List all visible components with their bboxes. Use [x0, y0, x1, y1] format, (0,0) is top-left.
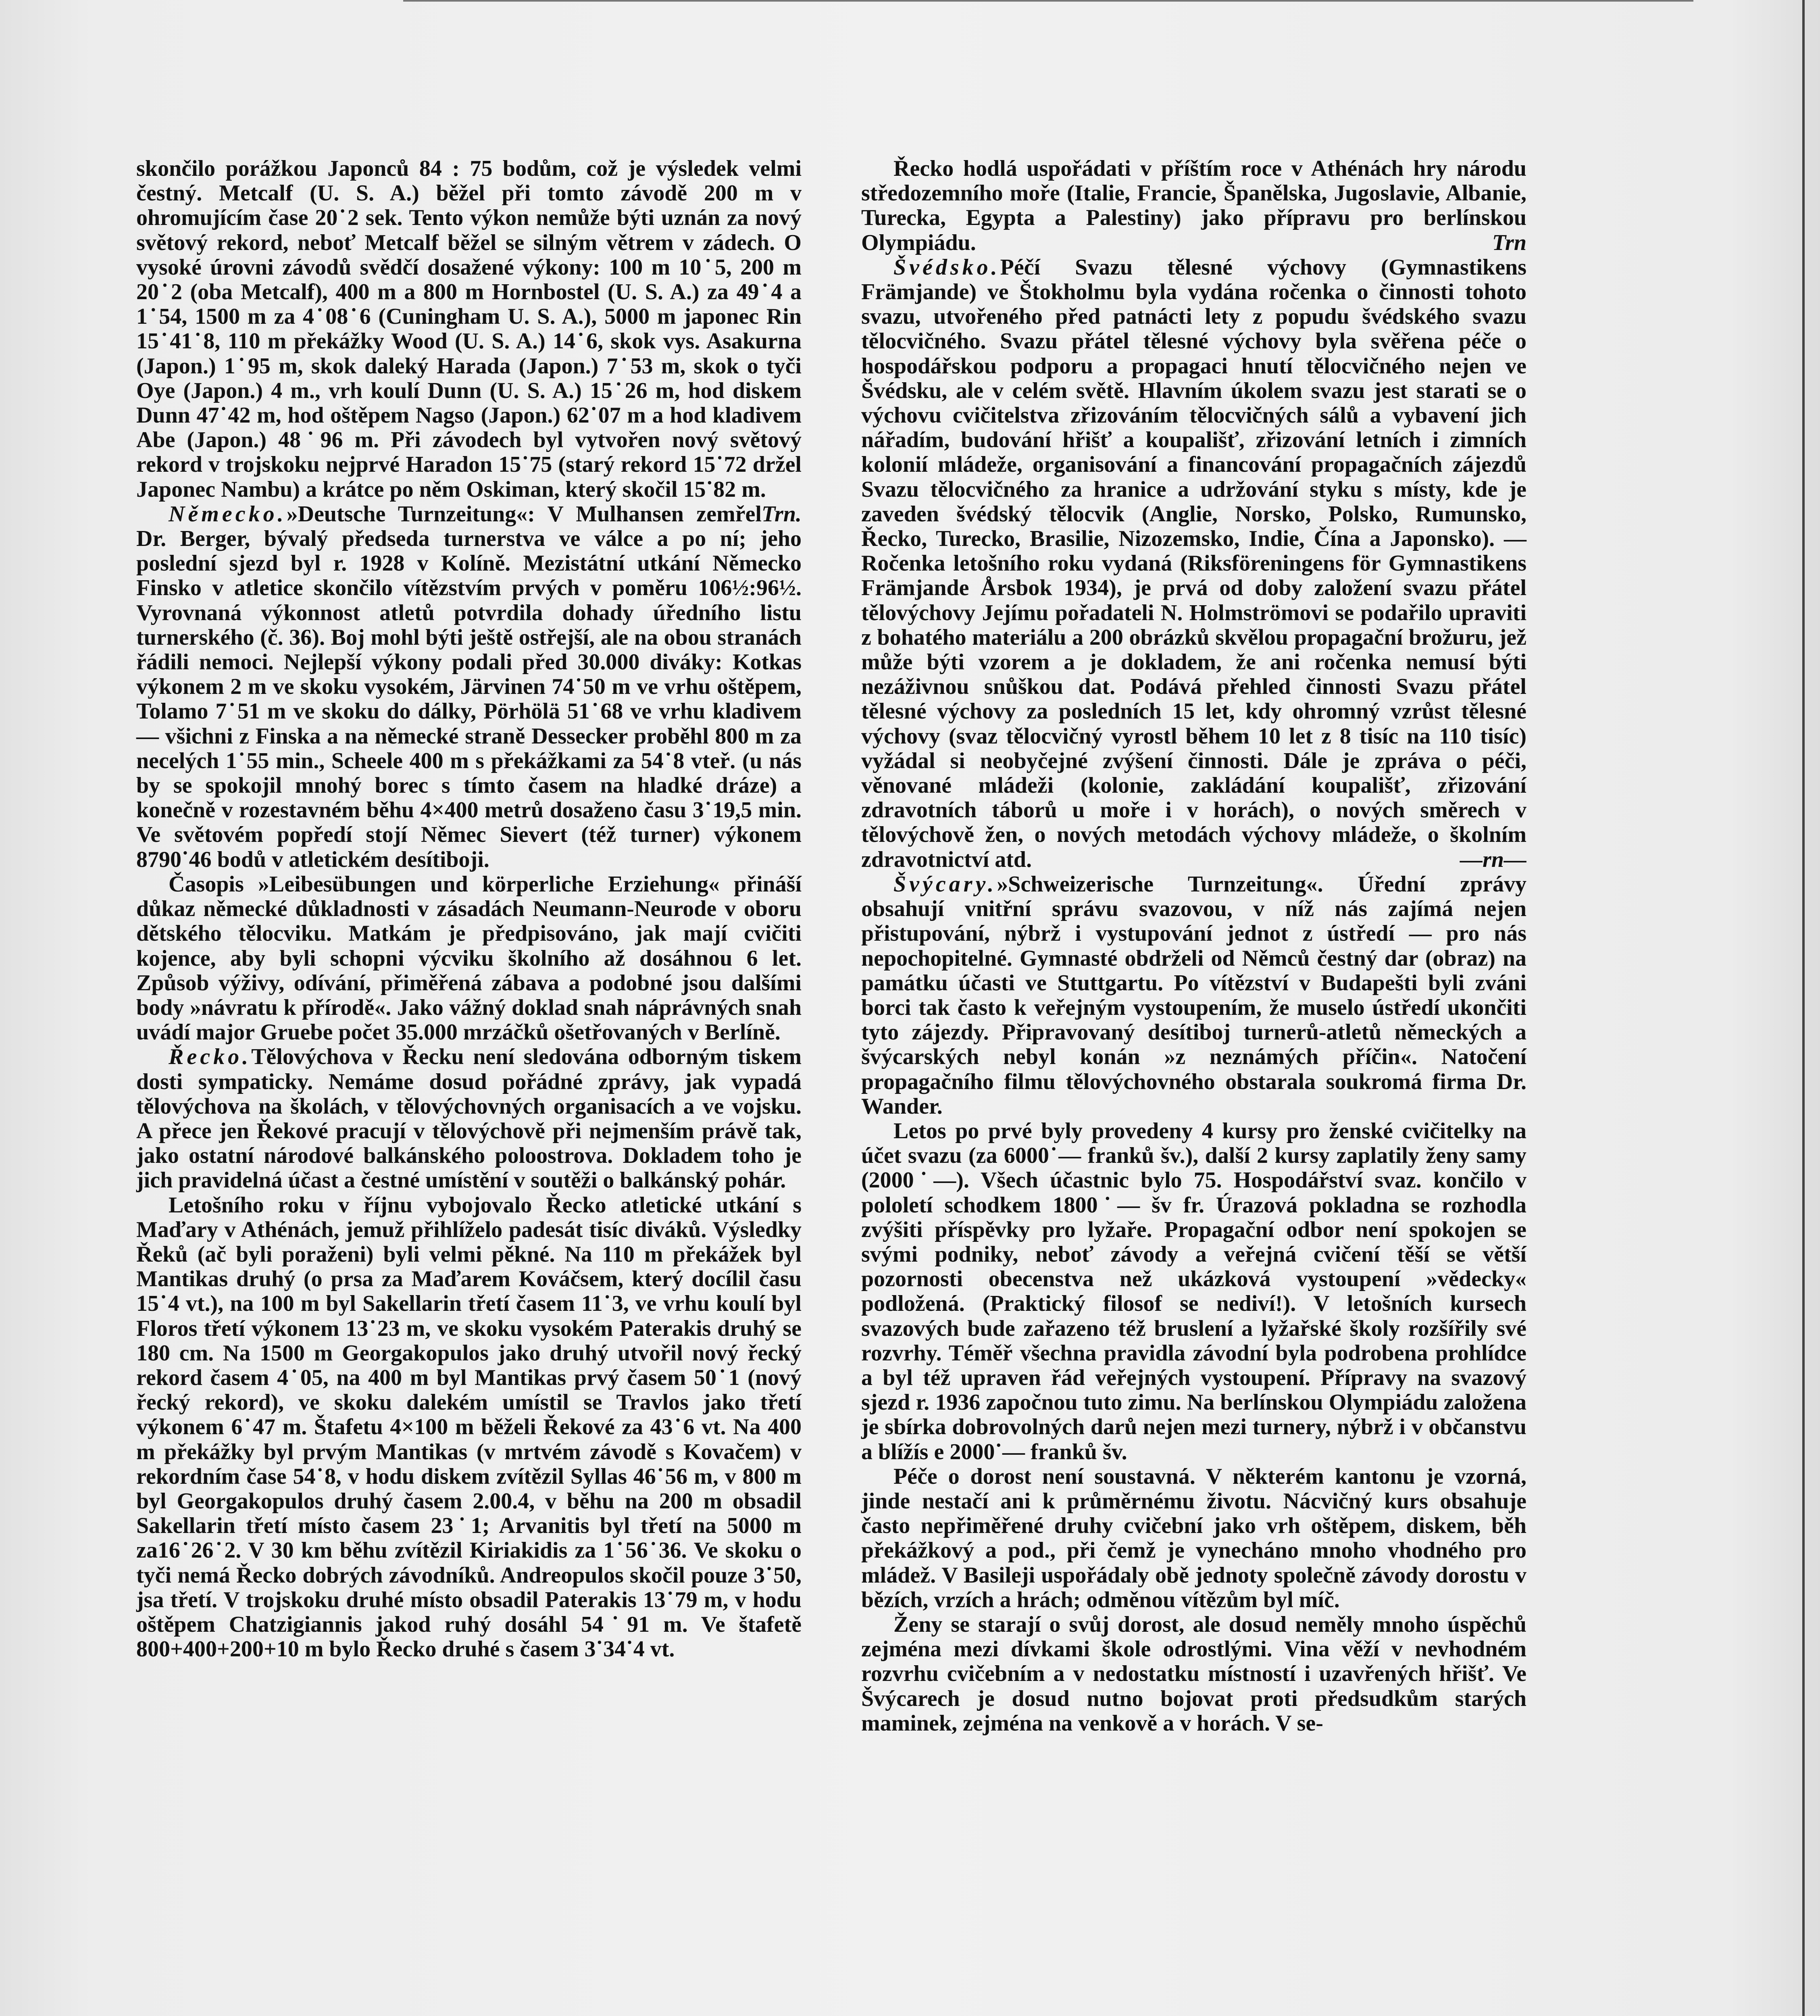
paragraph	[136, 1193, 802, 1662]
author-sign: Trn	[1492, 230, 1526, 255]
paragraph-text: skončilo porážkou Japonců 84 : 75 bodům, což je výsledek velmi čestný. Metcalf (U. S. A.) běžel při tomto závodě 200 m v ohromujícím čase 20˙2 sek. Tento výkon nemůže býti uznán za nový světový rekord, neboť Metcalf běžel se silným větrem v zádech. O vysoké úrovni závodů svědčí dosažené výkony: 100 m 10˙5, 200 m 20˙2 (oba Metcalf), 400 m a 800 m Hornbostel (U. S. A.) za 49˙4 a 1˙54, 1500 m za 4˙08˙6 (Cuningham U. S. A.), 5000 m japonec Rin 15˙41˙8, 110 m překážky Wood (U. S. A.) 14˙6, skok vys. Asakurna (Japon.) 1˙95 m, skok daleký Harada (Japon.) 7˙53 m, skok o tyči Oye (Japon.) 4 m., vrh koulí Dunn (U. S. A.) 15˙26 m, hod diskem Dunn 47˙42 m, hod oštěpem Nagso (Japon.) 62˙07 m a hod kladivem Abe (Japon.) 48˙96 m. Při závodech byl vytvořen nový světový rekord v trojskoku nejprvé Haradon 15˙75 (starý rekord 15˙72 držel Japonec Nambu) a krátce po něm Oskiman, který skočil 15˙82 m.	[136, 156, 802, 502]
paragraph	[861, 1612, 1526, 1736]
paragraph-text: »Deutsche Turnzeitung«: V Mulhansen zemřel Dr. Berger, bývalý předseda turnerstva ve válce a po ní; jeho poslední sjezd byl r. 1928 v Kolíně. Mezistátní utkání Německo Finsko v atletice skončilo vítězstvím prvých v poměru 106½:96½. Vyrovnaná výkonnost atletů potvrdila dohady úředního listu turnerského (č. 36). Boj mohl býti ještě ostřejší, ale na obou stranách řádili nemoci. Nejlepší výkony podali před 30.000 diváky: Kotkas výkonem 2 m ve skoku vysokém, Järvinen 74˙50 m ve vrhu oštěpem, Tolamo 7˙51 m ve skoku do dálky, Pörhölä 51˙68 ve vrhu kladivem — všichni z Finska a na německé straně Dessecker proběhl 800 m za necelých 1˙55 min., Scheele 400 m s překážkami za 54˙8 vteř. (u nás by se spokojil mnohý borec s tímto časem na hladké dráze) a konečně v rozestavném běhu 4×400 metrů dosaženo času 3˙19,5 min. Ve světovém popředí stojí Němec Sievert (též turner) výkonem 8790˙46 bodů v atletickém desítiboji.	[136, 501, 802, 872]
paragraph	[861, 1119, 1526, 1464]
paragraph-text: Časopis »Leibesübungen und körperliche Erziehung« přináší důkaz německé důkladnosti v zásadách Neumann-Neurode v oboru dětského tělocviku. Matkám je předpisováno, jak mají cvičiti kojence, aby byli schopni výcviku školního až dosáhnou 6 let. Způsob výživy, odívání, přiměřená zábava a podobné jsou dalšími body »návratu k přírodě«. Jako vážný doklad snah náprávných snah uvádí major Gruebe počet 35.000 mrzáčků ošetřovaných v Berlíně.	[136, 871, 802, 1045]
scan-edge-mark	[1802, 0, 1805, 2016]
paragraph	[861, 872, 1526, 1119]
country-heading: Švédsko.	[893, 254, 1000, 280]
left-column	[136, 156, 802, 1662]
paragraph-text: Tělovýchova v Řecku není sledována odborným tiskem dosti sympaticky. Nemáme dosud pořádné zprávy, jak vypadá tělovýchova na školách, v tělovýchovných organisacích a ve vojsku. A přece jen Řekové pracují v tělovýchově při nejmenším právě tak, jako ostatní národové balkánského poloostrova. Dokladem toho je jich pravidelná účast a čestné umístění v soutěži o balkánský pohár.	[136, 1044, 802, 1193]
country-heading: Švýcary.	[893, 871, 997, 897]
paragraph	[136, 872, 802, 1045]
paragraph-text: Péče o dorost není soustavná. V některém kantonu je vzorná, jinde nestačí ani k průměrnému životu. Nácvičný kurs obsahuje často nepřiměřené druhy cvičební jako vrh oštěpem, diskem, běh překážkový a pod., při čemž je vynecháno mnoho vhodného pro mládež. V Basileji uspořádaly obě jednoty společně závody dorostu v bězích, vrzích a hrách; odměnou vítězům byl míč.	[861, 1464, 1526, 1612]
country-heading: Řecko.	[169, 1044, 252, 1070]
paragraph	[861, 255, 1526, 872]
paragraph-text: Řecko hodlá uspořádati v příštím roce v Athénách hry národu středozemního moře (Italie, Francie, Španělska, Jugoslavie, Albanie, Turecka, Egypta a Palestiny) jako přípravu pro berlínskou Olympiádu.	[861, 156, 1526, 255]
country-heading: Německo.	[169, 501, 287, 527]
paragraph-text: »Schweizerische Turnzeitung«. Úřední zprávy obsahují vnitřní správu svazovou, v níž nás zajímá nejen přistupování, nýbrž i vystupování jednot z ústředí — pro nás nepochopitelné. Gymnasté obdrželi od Němců čestný dar (obraz) na památku účasti ve Stuttgartu. Po vítězství v Budapešti byli zváni borci tak často k veřejným vystoupením, že muselo ústředí ukončiti tyto zájezdy. Připravovaný desítiboj turnerů-atletů německých a švýcarských nebyl konán »z neznámých příčin«. Natočení propagačního filmu tělovýchovného obstarala soukromá firma Dr. Wander.	[861, 871, 1526, 1119]
paragraph	[861, 156, 1526, 255]
paragraph	[136, 1045, 802, 1193]
right-column	[861, 156, 1526, 1736]
author-sign: Trn.	[761, 501, 802, 527]
author-sign: —rn—	[1460, 847, 1526, 872]
paragraph	[861, 1464, 1526, 1612]
paragraph-text: Letos po prvé byly provedeny 4 kursy pro ženské cvičitelky na účet svazu (za 6000˙— franků šv.), další 2 kursy zaplatily ženy samy (2000˙—). Všech účastnic bylo 75. Hospodářství svaz. končilo v pololetí schodkem 1800˙— šv fr. Úrazová pokladna se rozhodla zvýšiti příspěvky pro lyžaře. Propagační odbor není spokojen se svými podniky, neboť závody a veřejná cvičení těší se větší pozornosti obecenstva než ukázková vystoupení »vědecky« podložená. (Praktický filosof se nediví!). V letošních kursech svazových bude zařazeno též bruslení a lyžařské školy rozšířily své rozvrhy. Téměř všechna pravidla závodní byla podrobena prohlídce a byl též upraven řád veřejných vystoupení. Přípravy na svazový sjezd r. 1936 započnou tuto zimu. Na berlínskou Olympiádu založena je sbírka dobrovolných darů nejen mezi turnery, nýbrž i v občanstvu a blížís e 2000˙— franků šv.	[861, 1118, 1526, 1464]
paragraph	[136, 502, 802, 872]
scan-top-mark	[403, 0, 1693, 2]
paragraph-text: Letošního roku v říjnu vybojovalo Řecko atletické utkání s Maďary v Athénách, jemuž přihlíželo padesát tisíc diváků. Výsledky Řeků (ač byli poraženi) byli velmi pěkné. Na 110 m překážek byl Mantikas druhý (o prsa za Maďarem Kováčsem, který docílil času 15˙4 vt.), na 100 m byl Sakellarin třetí časem 11˙3, ve vrhu koulí byl Floros třetí výkonem 13˙23 m, ve skoku vysokém Paterakis druhý se 180 cm. Na 1500 m Georgakopulos jako druhý utvořil nový řecký rekord časem 4˙05, na 400 m byl Mantikas prvý časem 50˙1 (nový řecký rekord), ve skoku dalekém umístil se Travlos jako třetí výkonem 6˙47 m. Štafetu 4×100 m běželi Řekové za 43˙6 vt. Na 400 m překážky byl prvým Mantikas (v mrtvém závodě s Kovačem) v rekordním čase 54˙8, v hodu diskem zvítězil Syllas 46˙56 m, v 800 m byl Georgakopulos druhý časem 2.00.4, v běhu na 200 m obsadil Sakellarin třetí místo časem 23˙1; Arvanitis byl třetí na 5000 m za16˙26˙2. V 30 km běhu zvítězil Kiriakidis za 1˙56˙36. Ve skoku o tyči nemá Řecko dobrých závodníků. Andreopulos skočil pouze 3˙50, jsa třetí. V trojskoku druhé místo obsadil Paterakis 13˙79 m, v hodu oštěpem Chatzigiannis jakod ruhý dosáhl 54˙91 m. Ve štafetě 800+400+200+10 m bylo Řecko druhé s časem 3˙34˙4 vt.	[136, 1192, 802, 1662]
paragraph-text: Péčí Svazu tělesné výchovy (Gymnastikens Främjande) ve Štokholmu byla vydána ročenka o činnosti tohoto svazu, utvořeného před patnácti lety z popudu švédského svazu tělocvičného. Svazu přátel tělesné výchovy byla svěřena péče o hospodářskou podporu a propagaci hnutí tělocvičného nejen ve Švédsku, ale v celém světě. Hlavním úkolem svazu jest starati se o výchovu cvičitelstva zřizováním tělocvičných sálů a vybavení jich nářadím, budování hřišť a koupališť, zřizování letních i zimních kolonií mládeže, organisování a financování propagačních zájezdů Svazu tělocvičného za hranice a udržování styku s místy, kde je zaveden švédský tělocvik (Anglie, Norsko, Polsko, Rumunsko, Řecko, Turecko, Brasilie, Nizozemsko, Indie, Čína a Japonsko). — Ročenka letošního roku vydaná (Riksföreningens för Gymnastikens Främjande Årsbok 1934), je prvá od doby založení svazu přátel tělovýchovy Jejímu pořadateli N. Holmströmovi se podařilo upraviti z bohatého materiálu a 200 obrázků skvělou propagační brožuru, jež může býti vzorem a je dokladem, že ani ročenka nemusí býti nezáživnou snůškou dat. Podává přehled činnosti Svazu přátel tělesné výchovy za posledních 15 let, kdy ohromný vzrůst tělesné výchovy (svaz tělocvičný vyrostl během 10 let z 8 tisíc na 110 tisíc) vyžádal si neobyčejné zvýšení činnosti. Dále je zpráva o péči, věnované mládeži (kolonie, zakládání koupališť, zřizování zdravotních táborů u moře i v horách), o nových směrech v tělovýchově žen, o nových metodách výchovy mládeže, o školním zdravotnictví atd.	[861, 254, 1526, 872]
paragraph-text: Ženy se starají o svůj dorost, ale dosud neměly mnoho úspěchů zejména mezi dívkami škole odrostlými. Vina věží v nevhodném rozvrhu cvičebním a v nedostatku místností i uzavřených hřišť. Ve Švýcarech je dosud nutno bojovat proti předsudkům starých maminek, zejména na venkově a v horách. V se-	[861, 1612, 1526, 1736]
